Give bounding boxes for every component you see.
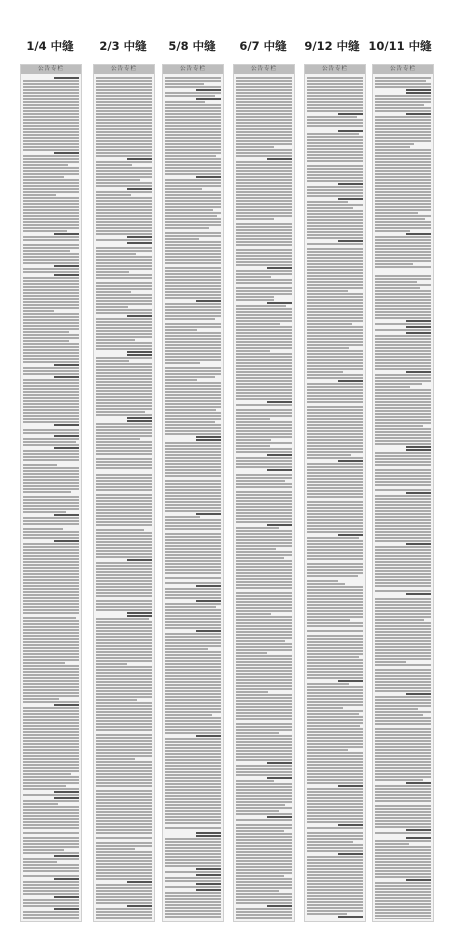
column-label-1: 1/4 中缝: [26, 39, 74, 53]
column-label-4: 6/7 中缝: [239, 39, 287, 53]
announcement-text: [236, 77, 292, 919]
announcement-text: [165, 77, 221, 919]
strip-header: 公告专栏: [21, 65, 81, 74]
strip-header: 公告专栏: [234, 65, 294, 74]
column-label-3: 5/8 中缝: [168, 39, 216, 53]
strip-header: 公告专栏: [373, 65, 433, 74]
column-label-5: 9/12 中缝: [304, 39, 360, 53]
strip-header: 公告专栏: [305, 65, 365, 74]
announcement-text: [375, 77, 431, 919]
column-label-2: 2/3 中缝: [99, 39, 147, 53]
newspaper-strip-5: [304, 64, 366, 922]
newspaper-strip-1: [20, 64, 82, 922]
announcement-text: [96, 77, 152, 919]
strip-header: 公告专栏: [94, 65, 154, 74]
strip-header: 公告专栏: [163, 65, 223, 74]
column-label-6: 10/11 中缝: [368, 39, 432, 53]
newspaper-strip-6: [372, 64, 434, 922]
newspaper-strip-3: [162, 64, 224, 922]
announcement-text: [23, 77, 79, 919]
newspaper-strip-4: [233, 64, 295, 922]
newspaper-strip-2: [93, 64, 155, 922]
announcement-text: [307, 77, 363, 919]
